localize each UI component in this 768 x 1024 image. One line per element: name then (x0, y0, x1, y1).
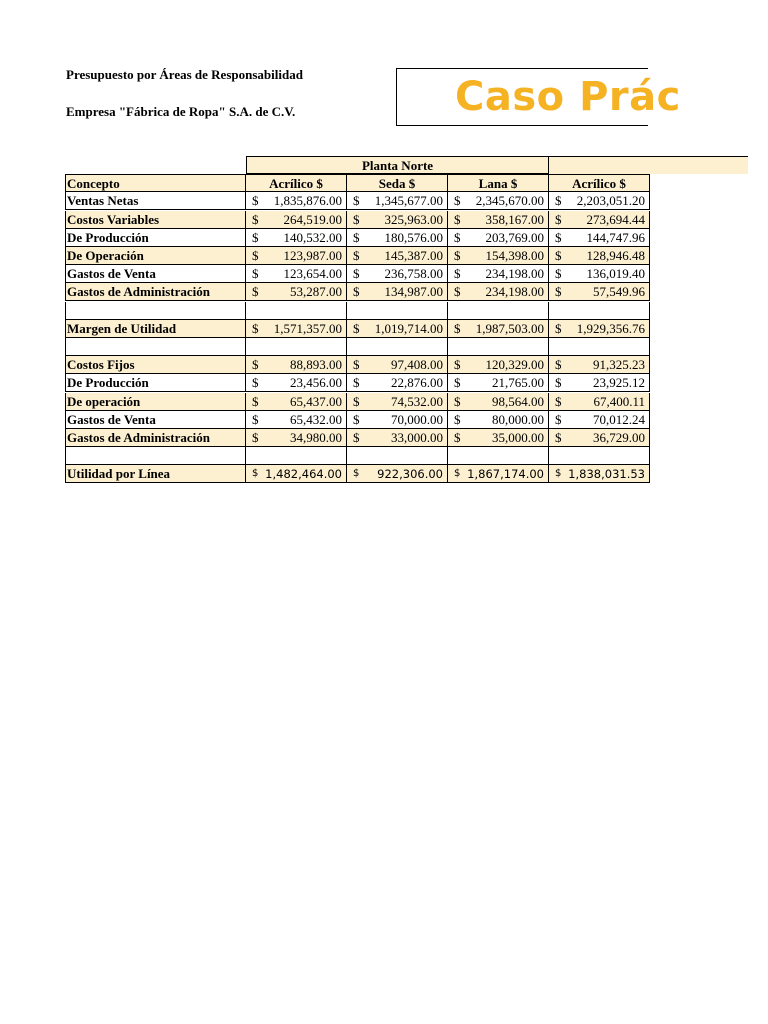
value-cell (347, 247, 448, 265)
amount: 97,408.00 (391, 357, 443, 373)
amount: 74,532.00 (391, 393, 443, 409)
amount: 145,387.00 (384, 248, 443, 263)
blank-cell (448, 447, 549, 465)
amount: 358,167.00 (485, 211, 544, 227)
value-cell (448, 229, 549, 247)
currency-symbol: $ (353, 211, 360, 227)
amount: 123,654.00 (283, 266, 342, 282)
blank-cell (347, 447, 448, 465)
currency-symbol: $ (454, 468, 461, 480)
amount: 1,838,031.53 (568, 467, 645, 482)
amount: 273,694.44 (586, 211, 645, 227)
amount: 154,398.00 (485, 248, 544, 263)
amount: 91,325.23 (593, 357, 645, 373)
currency-symbol: $ (252, 193, 259, 209)
currency-symbol: $ (353, 393, 360, 409)
company-name: Empresa "Fábrica de Ropa" S.A. de C.V. (66, 104, 296, 119)
currency-symbol: $ (555, 393, 562, 409)
blank-cell (347, 338, 448, 356)
column-header: Acrílico $ (246, 174, 347, 192)
value-cell (347, 283, 448, 301)
currency-symbol: $ (555, 320, 562, 336)
amount: 53,287.00 (290, 284, 342, 300)
amount: 88,893.00 (290, 357, 342, 373)
column-header-row (65, 174, 748, 192)
table-row (65, 229, 748, 247)
value-cell (448, 283, 549, 301)
amount: 67,400.11 (593, 393, 645, 409)
value-cell (549, 429, 650, 447)
table-row (65, 320, 748, 338)
value-cell (347, 411, 448, 429)
row-label: Gastos de Administración (65, 429, 246, 447)
row-label: De operación (65, 393, 246, 411)
value-cell (246, 229, 347, 247)
amount: 1,987,503.00 (475, 320, 544, 336)
row-label: Costos Variables (65, 211, 246, 229)
value-cell (347, 229, 448, 247)
blank-label (65, 302, 246, 320)
table-row (65, 465, 748, 483)
currency-symbol: $ (252, 211, 259, 227)
row-label: De Producción (65, 229, 246, 247)
value-cell (347, 356, 448, 374)
table-row (65, 247, 748, 265)
table-row (65, 356, 748, 374)
blank-cell (448, 302, 549, 320)
amount: 1,019,714.00 (374, 320, 443, 336)
value-cell (347, 320, 448, 338)
value-cell (448, 247, 549, 265)
currency-symbol: $ (353, 411, 360, 427)
row-label: Ventas Netas (65, 192, 246, 210)
value-cell (549, 192, 650, 210)
currency-symbol: $ (555, 411, 562, 427)
blank-label (65, 338, 246, 356)
row-label: Margen de Utilidad (65, 320, 246, 338)
amount: 234,198.00 (485, 284, 544, 300)
currency-symbol: $ (454, 248, 461, 263)
blank-cell (246, 302, 347, 320)
value-cell (549, 247, 650, 265)
amount: 23,456.00 (290, 375, 342, 391)
table-row (65, 302, 748, 320)
currency-symbol: $ (353, 193, 360, 209)
currency-symbol: $ (555, 430, 562, 445)
amount: 34,980.00 (290, 430, 342, 445)
currency-symbol: $ (252, 357, 259, 373)
amount: 123,987.00 (283, 248, 342, 263)
amount: 98,564.00 (492, 393, 544, 409)
amount: 128,946.48 (586, 248, 645, 263)
value-cell (448, 374, 549, 392)
currency-symbol: $ (353, 430, 360, 445)
amount: 36,729.00 (593, 430, 645, 445)
row-label: Gastos de Administración (65, 283, 246, 301)
amount: 144,747.96 (586, 229, 645, 245)
currency-symbol: $ (252, 229, 259, 245)
amount: 70,000.00 (391, 411, 443, 427)
case-title-box (396, 68, 681, 126)
value-cell (246, 429, 347, 447)
currency-symbol: $ (555, 248, 562, 263)
value-cell (448, 411, 549, 429)
currency-symbol: $ (454, 357, 461, 373)
amount: 1,867,174.00 (467, 467, 544, 482)
currency-symbol: $ (252, 375, 259, 391)
currency-symbol: $ (454, 211, 461, 227)
table-row (65, 411, 748, 429)
value-cell (549, 374, 650, 392)
blank-cell (549, 447, 650, 465)
currency-symbol: $ (252, 266, 259, 282)
blank-cell (549, 338, 650, 356)
group-header-planta-norte: Planta Norte (246, 156, 549, 174)
value-cell (246, 393, 347, 411)
currency-symbol: $ (555, 266, 562, 282)
currency-symbol: $ (353, 248, 360, 263)
table-row (65, 338, 748, 356)
amount: 70,012.24 (593, 411, 645, 427)
currency-symbol: $ (454, 320, 461, 336)
blank-cell (246, 338, 347, 356)
value-cell (549, 393, 650, 411)
value-cell (347, 265, 448, 283)
amount: 2,345,670.00 (475, 193, 544, 209)
value-cell (448, 320, 549, 338)
currency-symbol: $ (454, 375, 461, 391)
amount: 325,963.00 (384, 211, 443, 227)
currency-symbol: $ (353, 375, 360, 391)
value-cell (246, 374, 347, 392)
value-cell (448, 429, 549, 447)
currency-symbol: $ (252, 430, 259, 445)
table-row (65, 265, 748, 283)
currency-symbol: $ (555, 193, 562, 209)
amount: 140,532.00 (283, 229, 342, 245)
amount: 65,437.00 (290, 393, 342, 409)
currency-symbol: $ (252, 248, 259, 263)
currency-symbol: $ (555, 211, 562, 227)
value-cell (246, 283, 347, 301)
row-label: Gastos de Venta (65, 265, 246, 283)
row-label: Gastos de Venta (65, 411, 246, 429)
table-row (65, 192, 748, 210)
amount: 236,758.00 (384, 266, 443, 282)
amount: 134,987.00 (384, 284, 443, 300)
currency-symbol: $ (252, 468, 259, 480)
value-cell (549, 283, 650, 301)
value-cell (347, 374, 448, 392)
blank-cell (246, 447, 347, 465)
currency-symbol: $ (353, 357, 360, 373)
table-row (65, 447, 748, 465)
amount: 21,765.00 (492, 375, 544, 391)
value-cell (448, 265, 549, 283)
value-cell (549, 211, 650, 229)
amount: 1,571,357.00 (273, 320, 342, 336)
row-label: De Producción (65, 374, 246, 392)
currency-symbol: $ (454, 430, 461, 445)
amount: 57,549.96 (593, 284, 645, 300)
value-cell (347, 429, 448, 447)
amount: 2,203,051.20 (576, 193, 645, 209)
value-cell (549, 320, 650, 338)
currency-symbol: $ (555, 375, 562, 391)
currency-symbol: $ (252, 284, 259, 300)
column-header: Seda $ (347, 174, 448, 192)
amount: 120,329.00 (485, 357, 544, 373)
currency-symbol: $ (353, 229, 360, 245)
amount: 80,000.00 (492, 411, 544, 427)
column-header-concepto: Concepto (65, 174, 246, 192)
amount: 33,000.00 (391, 430, 443, 445)
currency-symbol: $ (353, 320, 360, 336)
column-header: Lana $ (448, 174, 549, 192)
currency-symbol: $ (454, 393, 461, 409)
value-cell (347, 192, 448, 210)
value-cell (246, 356, 347, 374)
value-cell (448, 393, 549, 411)
amount: 234,198.00 (485, 266, 544, 282)
value-cell (347, 465, 448, 483)
table-row (65, 283, 748, 301)
amount: 1,835,876.00 (273, 193, 342, 209)
currency-symbol: $ (454, 411, 461, 427)
value-cell (246, 211, 347, 229)
currency-symbol: $ (454, 284, 461, 300)
table-row (65, 211, 748, 229)
currency-symbol: $ (555, 357, 562, 373)
group-header-next (549, 156, 748, 174)
currency-symbol: $ (252, 411, 259, 427)
value-cell (549, 411, 650, 429)
value-cell (549, 356, 650, 374)
amount: 1,929,356.76 (576, 320, 645, 336)
amount: 22,876.00 (391, 375, 443, 391)
value-cell (448, 465, 549, 483)
value-cell (549, 265, 650, 283)
currency-symbol: $ (353, 468, 360, 480)
report-title: Presupuesto por Áreas de Responsabilidad (66, 67, 303, 82)
amount: 264,519.00 (283, 211, 342, 227)
currency-symbol: $ (252, 320, 259, 336)
row-label: De Operación (65, 247, 246, 265)
currency-symbol: $ (353, 266, 360, 282)
value-cell (347, 393, 448, 411)
amount: 922,306.00 (377, 467, 443, 482)
value-cell (246, 247, 347, 265)
value-cell (549, 229, 650, 247)
value-cell (246, 192, 347, 210)
currency-symbol: $ (454, 229, 461, 245)
group-header-row (65, 156, 748, 174)
amount: 136,019.40 (586, 266, 645, 282)
column-header: Acrílico $ (549, 174, 650, 192)
blank-cell (549, 302, 650, 320)
value-cell (448, 211, 549, 229)
value-cell (549, 465, 650, 483)
currency-symbol: $ (555, 229, 562, 245)
currency-symbol: $ (454, 266, 461, 282)
blank-cell (448, 338, 549, 356)
amount: 203,769.00 (485, 229, 544, 245)
currency-symbol: $ (454, 193, 461, 209)
budget-table (65, 156, 748, 496)
amount: 180,576.00 (384, 229, 443, 245)
amount: 23,925.12 (593, 375, 645, 391)
value-cell (448, 356, 549, 374)
row-label: Costos Fijos (65, 356, 246, 374)
value-cell (246, 411, 347, 429)
case-title: Caso Prác (455, 74, 681, 120)
row-label: Utilidad por Línea (65, 465, 246, 483)
currency-symbol: $ (353, 284, 360, 300)
value-cell (246, 465, 347, 483)
value-cell (246, 320, 347, 338)
value-cell (246, 265, 347, 283)
currency-symbol: $ (555, 468, 562, 480)
blank-label (65, 447, 246, 465)
value-cell (347, 211, 448, 229)
currency-symbol: $ (555, 284, 562, 300)
table-row (65, 429, 748, 447)
table-row (65, 393, 748, 411)
amount: 1,482,464.00 (265, 467, 342, 482)
currency-symbol: $ (252, 393, 259, 409)
table-row (65, 374, 748, 392)
amount: 1,345,677.00 (374, 193, 443, 209)
amount: 65,432.00 (290, 411, 342, 427)
blank-cell (347, 302, 448, 320)
value-cell (448, 192, 549, 210)
amount: 35,000.00 (492, 430, 544, 445)
